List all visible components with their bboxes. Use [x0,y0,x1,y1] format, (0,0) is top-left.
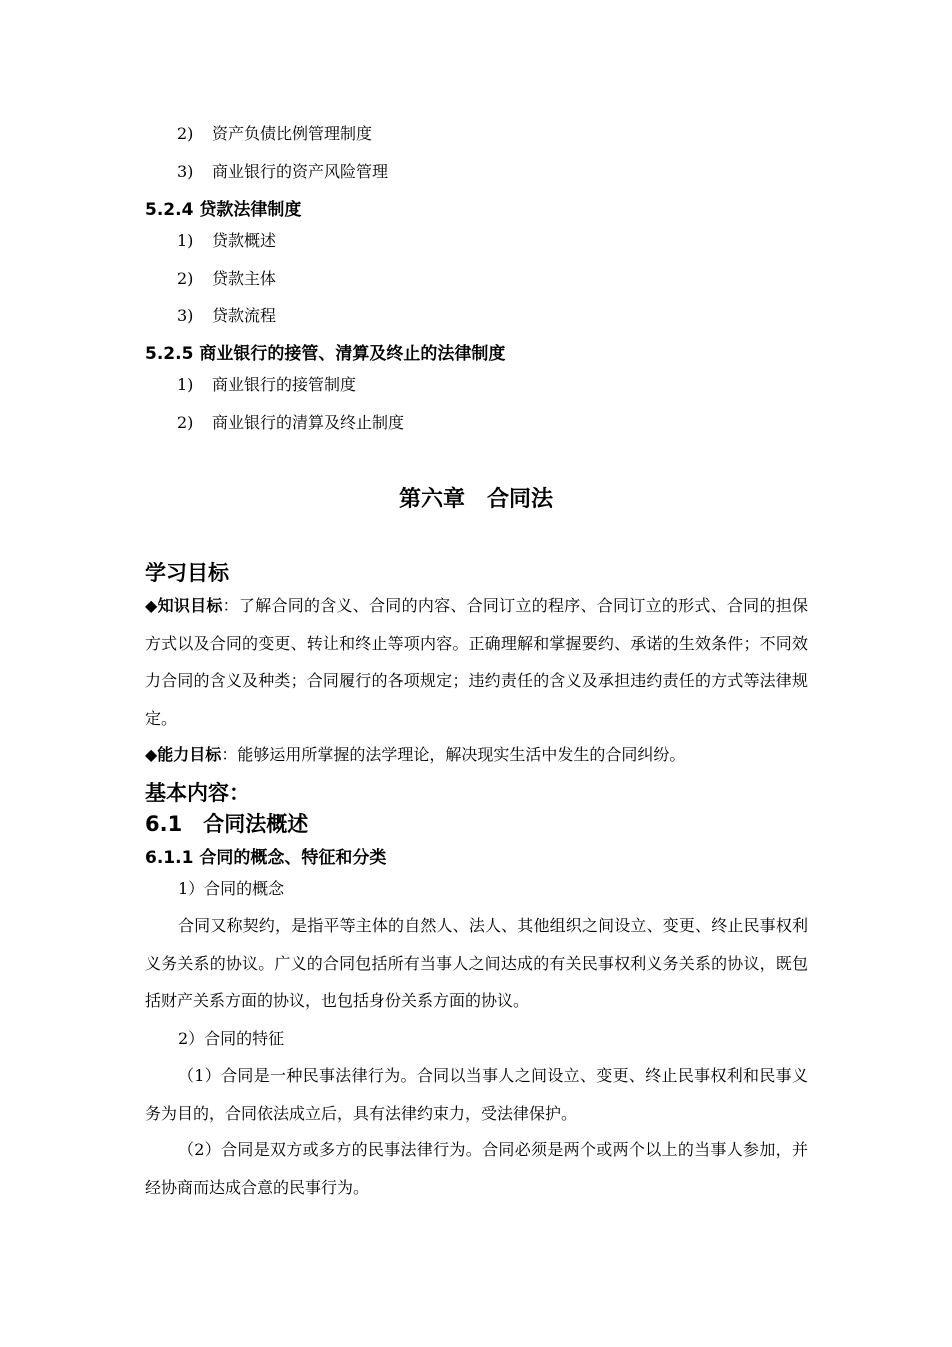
list-item-text: 商业银行的资产风险管理 [212,162,389,181]
subsection-heading-6-1-1: 6.1.1 合同的概念、特征和分类 [145,848,387,868]
list-item-text: 商业银行的接管制度 [212,375,357,394]
feature-paragraph-2: （2）合同是双方或多方的民事法律行为。合同必须是两个或两个以上的当事人参加，并经协商而达成合意的民事行为。 [145,1140,808,1197]
list-item-number: 1) [177,375,194,394]
list-item [177,306,276,326]
concept-label: 1）合同的概念 [178,879,285,898]
heading-5-2-4: 5.2.4 贷款法律制度 [145,200,302,220]
list-item-number: 3) [177,162,194,181]
knowledge-objective [145,587,808,737]
list-item [177,269,276,289]
chapter-title: 第六章 合同法 [398,487,553,512]
objectives-heading: 学习目标 [145,561,229,585]
list-item-text: 资产负债比例管理制度 [212,124,373,143]
list-item [177,124,372,144]
list-item-number: 2) [177,413,194,432]
content-heading: 基本内容： [145,781,250,805]
features-label: 2）合同的特征 [178,1029,285,1048]
list-item [177,231,276,251]
list-item [177,413,404,433]
heading-5-2-5: 5.2.5 商业银行的接管、清算及终止的法律制度 [145,344,506,364]
list-item-number: 2) [177,269,194,288]
list-item-number: 3) [177,306,194,325]
list-item-number: 1) [177,231,194,250]
list-item-number: 2) [177,124,194,143]
list-item-text: 贷款主体 [212,269,277,288]
list-item [177,162,388,182]
list-item [177,375,356,395]
concept-paragraph: 合同又称契约，是指平等主体的自然人、法人、其他组织之间设立、变更、终止民事权利义务关系的协议。广义的合同包括所有当事人之间达成的有关民事权利义务关系的协议，既包括财产关系方面的协议，也包括身份关系方面的协议。 [145,916,808,1010]
feature-paragraph-1: （1）合同是一种民事法律行为。合同以当事人之间设立、变更、终止民事权利和民事义务为目的，合同依法成立后，具有法律约束力，受法律保护。 [145,1066,808,1123]
ability-objective [145,736,808,774]
knowledge-objective-label: ◆知识目标 [145,596,223,615]
knowledge-objective-text: ：了解合同的含义、合同的内容、合同订立的程序、合同订立的形式、合同的担保方式以及合同的变更、转让和终止等项内容。正确理解和掌握要约、承诺的生效条件；不同效力合同的含义及种类；合同履行的各项规定；违约责任的含义及承担违约责任的方式等法律规定。 [145,596,808,728]
ability-objective-label: ◆能力目标 [145,745,222,764]
list-item-text: 贷款流程 [212,306,277,325]
list-item-text: 商业银行的清算及终止制度 [212,413,405,432]
section-heading-6-1: 6.1 合同法概述 [145,812,309,836]
list-item-text: 贷款概述 [212,231,277,250]
ability-objective-text: ：能够运用所掌握的法学理论，解决现实生活中发生的合同纠纷。 [221,745,686,764]
